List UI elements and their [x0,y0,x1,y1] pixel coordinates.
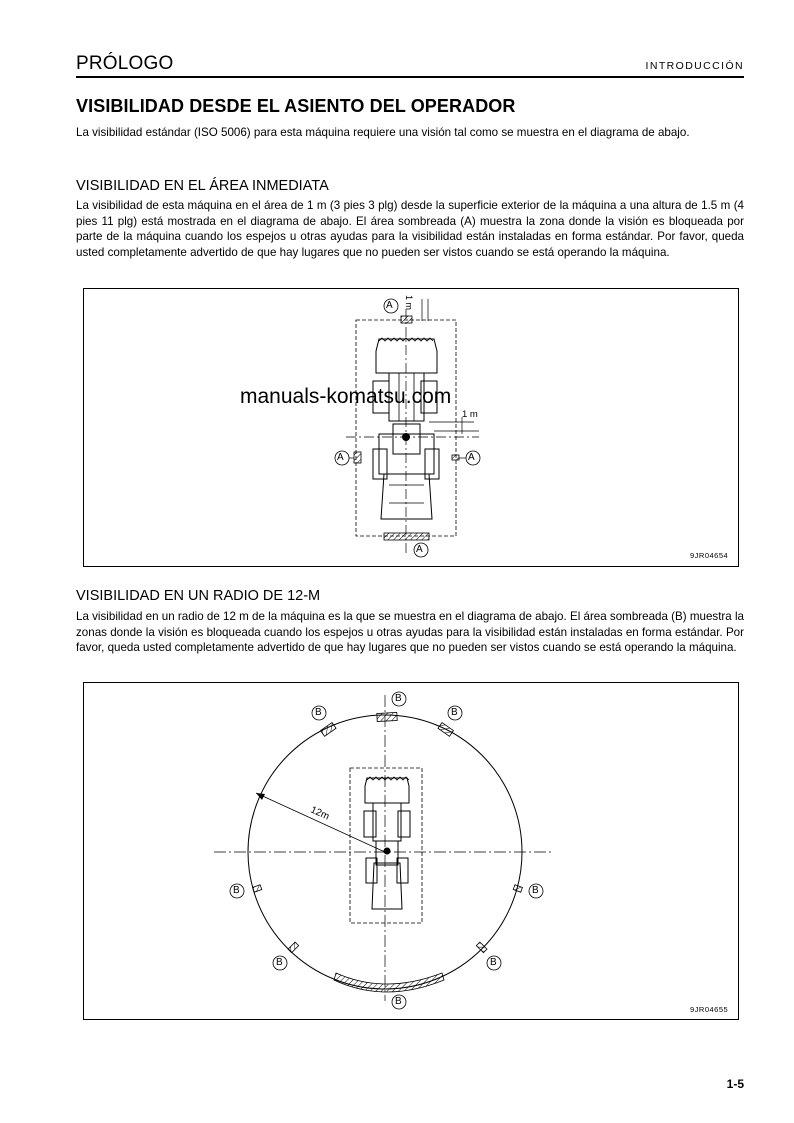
intro-paragraph: La visibilidad estándar (ISO 5006) para esta máquina requiere una visión tal como se muestra en el diagrama de abajo. [76,126,690,139]
blind-zone-left [354,452,361,463]
callout-b-right: B [532,885,539,896]
main-heading: VISIBILIDAD DESDE EL ASIENTO DEL OPERADOR [76,96,516,116]
figure-code: 9JR04655 [690,1005,729,1014]
section1-heading: VISIBILIDAD EN EL ÁREA INMEDIATA [76,178,329,194]
page-header-section: INTRODUCCIÓN [645,60,744,72]
section2-heading: VISIBILIDAD EN UN RADIO DE 12-M [76,588,321,604]
callout-a-top: A [386,300,393,311]
blind-zone-right [452,455,459,460]
callout-b-left: B [233,885,240,896]
callout-b-bottom: B [395,996,402,1007]
callout-b-bottom-right: B [490,957,497,968]
radius-label: 12m [308,804,331,823]
figure-immediate-area [83,288,739,567]
section2-paragraph: La visibilidad en un radio de 12 m de la máquina es la que se muestra en el diagrama de abajo. El área sombreada (B) muestra la zonas donde la visión es bloqueada cuando los espejos u otras ayudas para la visibilidad están instaladas en forma estándar. Por favor, queda usted completamente advertido de que hay lugares que no pueden ser vistos cuando se está operando la máquina. [76,610,744,655]
callout-b-top-left: B [315,707,322,718]
page-header-title: PRÓLOGO [76,53,174,74]
callout-a-right: A [468,452,475,463]
callout-b-top-right: B [451,707,458,718]
dimension-side-label: 1 m [462,409,478,420]
figure-12m-radius [83,682,739,1020]
diagram-immediate-area [84,289,738,566]
callout-a-bottom: A [416,544,423,555]
blind-zone-rear [384,533,429,540]
page-number: 1-5 [726,1077,744,1091]
dimension-front-label: 1 m [404,295,414,311]
watermark: manuals-komatsu.com [240,385,452,408]
diagram-12m-radius [84,683,738,1019]
section1-paragraph: La visibilidad de esta máquina en el área de 1 m (3 pies 3 plg) desde la superficie exterior de la máquina a una altura de 1.5 m (4 pies 11 plg) está mostrada en el diagrama de abajo. El área sombreada (A) muestra la zona donde la visión es bloqueada por parte de la máquina cuando los espejos u otras ayudas para la visibilidad están instaladas en forma estándar. Por favor, queda usted completamente advertido de que hay lugares que no pueden ser vistos cuando se está operando la máquina. [76,199,744,259]
callout-a-left: A [337,452,344,463]
callout-b-top: B [395,693,402,704]
header-rule [76,76,744,78]
callout-b-bottom-left: B [276,957,283,968]
blind-zone-front [401,316,412,323]
figure-code: 9JR04654 [690,551,729,560]
